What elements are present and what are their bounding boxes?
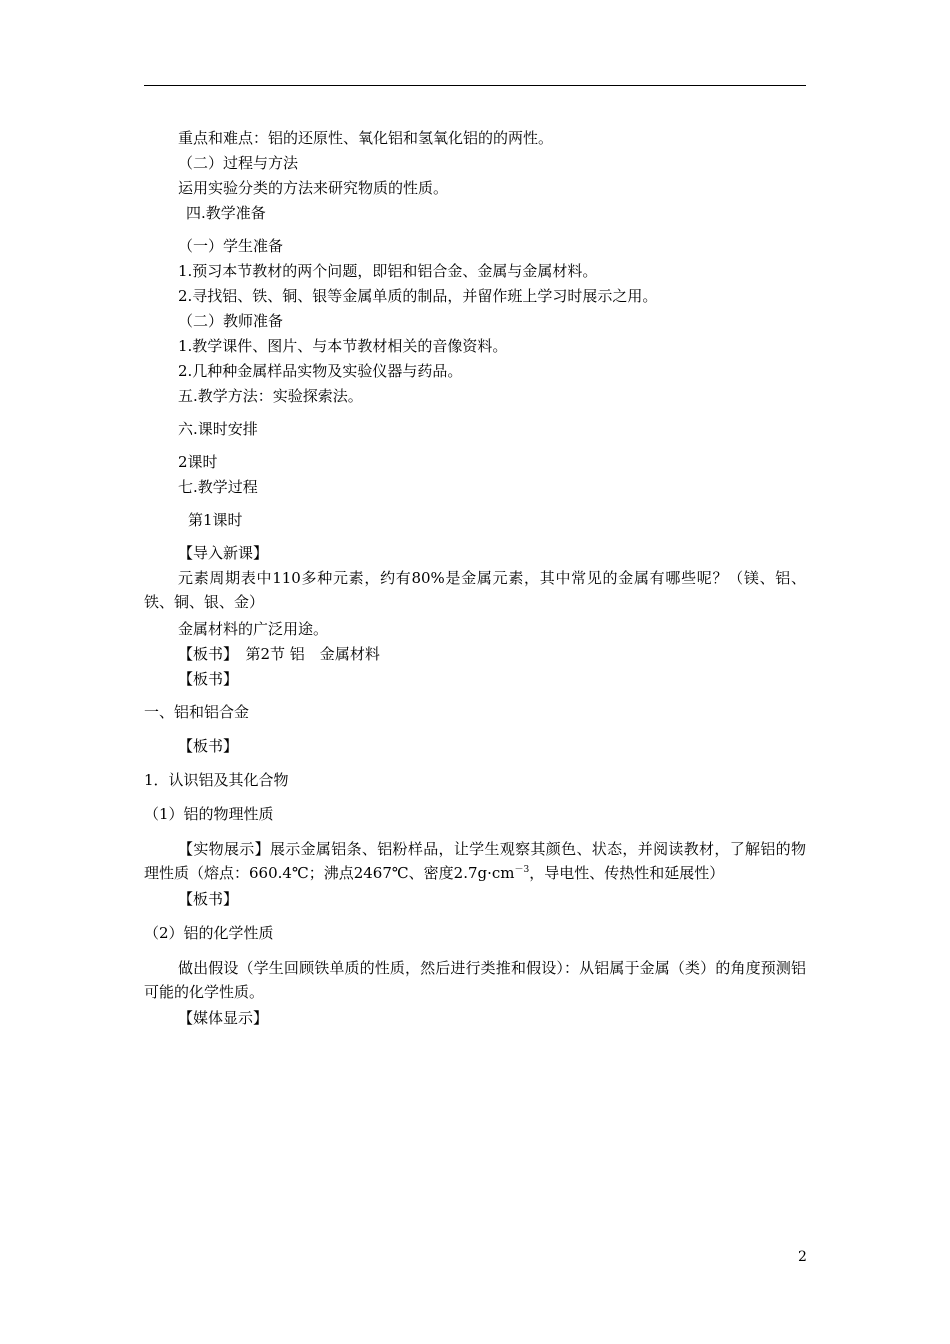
teacher-prep-item-2: 2.几种种金属样品实物及实验仪器与药品。 xyxy=(178,362,463,380)
section-teacher-prep: （二）教师准备 xyxy=(178,312,284,330)
tag-board: 【板书】 xyxy=(178,670,239,688)
physical-properties-paragraph xyxy=(144,837,806,885)
section-process-method: （二）过程与方法 xyxy=(178,154,299,172)
method-text: 运用实验分类的方法来研究物质的性质。 xyxy=(178,179,449,197)
key-difficult-points: 重点和难点：铝的还原性、氧化铝和氢氧化铝的的两性。 xyxy=(178,129,554,147)
schedule-text: 2课时 xyxy=(178,453,218,471)
heading-chemical-properties: （2）铝的化学性质 xyxy=(144,924,274,942)
board-title: 【板书】 第2节 铝 金属材料 xyxy=(178,645,380,663)
physical-properties-tail: ，导电性、传热性和延展性） xyxy=(529,864,725,882)
heading-schedule: 六.课时安排 xyxy=(178,420,258,438)
heading-aluminum-alloy: 一、铝和铝合金 xyxy=(144,703,250,721)
student-prep-item-2: 2.寻找铝、铁、铜、银等金属单质的制品，并留作班上学习时展示之用。 xyxy=(178,287,658,305)
student-prep-item-1: 1.预习本节教材的两个问题，即铝和铝合金、金属与金属材料。 xyxy=(178,262,598,280)
heading-teaching-prep: 四.教学准备 xyxy=(186,204,266,222)
hypothesis-paragraph: 做出假设（学生回顾铁单质的性质，然后进行类推和假设）：从铝属于金属（类）的角度预测铝可能的化学性质。 xyxy=(144,959,806,1001)
heading-know-aluminum: 1．认识铝及其化合物 xyxy=(144,771,289,789)
intro-paragraph: 元素周期表中110多种元素，约有80%是金属元素，其中常见的金属有哪些呢？（镁、铝、铁、铜、银、金） xyxy=(144,569,806,611)
heading-teaching-process: 七.教学过程 xyxy=(178,478,258,496)
physical-properties-text: 【实物展示】展示金属铝条、铝粉样品，让学生观察其颜色、状态，并阅读教材，了解铝的物理性质（熔点：660.4℃；沸点2467℃、密度2.7g·cm xyxy=(144,840,806,882)
tag-board: 【板书】 xyxy=(178,890,239,908)
tag-board: 【板书】 xyxy=(178,737,239,755)
page-number: 2 xyxy=(798,1249,807,1265)
heading-teaching-method: 五.教学方法：实验探索法。 xyxy=(178,387,363,405)
tag-media-display: 【媒体显示】 xyxy=(178,1009,269,1027)
tag-intro: 【导入新课】 xyxy=(178,544,269,562)
density-exponent: －3 xyxy=(514,865,530,875)
teacher-prep-item-1: 1.教学课件、图片、与本节教材相关的音像资料。 xyxy=(178,337,508,355)
metal-uses: 金属材料的广泛用途。 xyxy=(178,620,329,638)
lesson-number: 第1课时 xyxy=(188,511,243,529)
header-rule xyxy=(144,85,806,86)
heading-physical-properties: （1）铝的物理性质 xyxy=(144,805,274,823)
section-student-prep: （一）学生准备 xyxy=(178,237,284,255)
